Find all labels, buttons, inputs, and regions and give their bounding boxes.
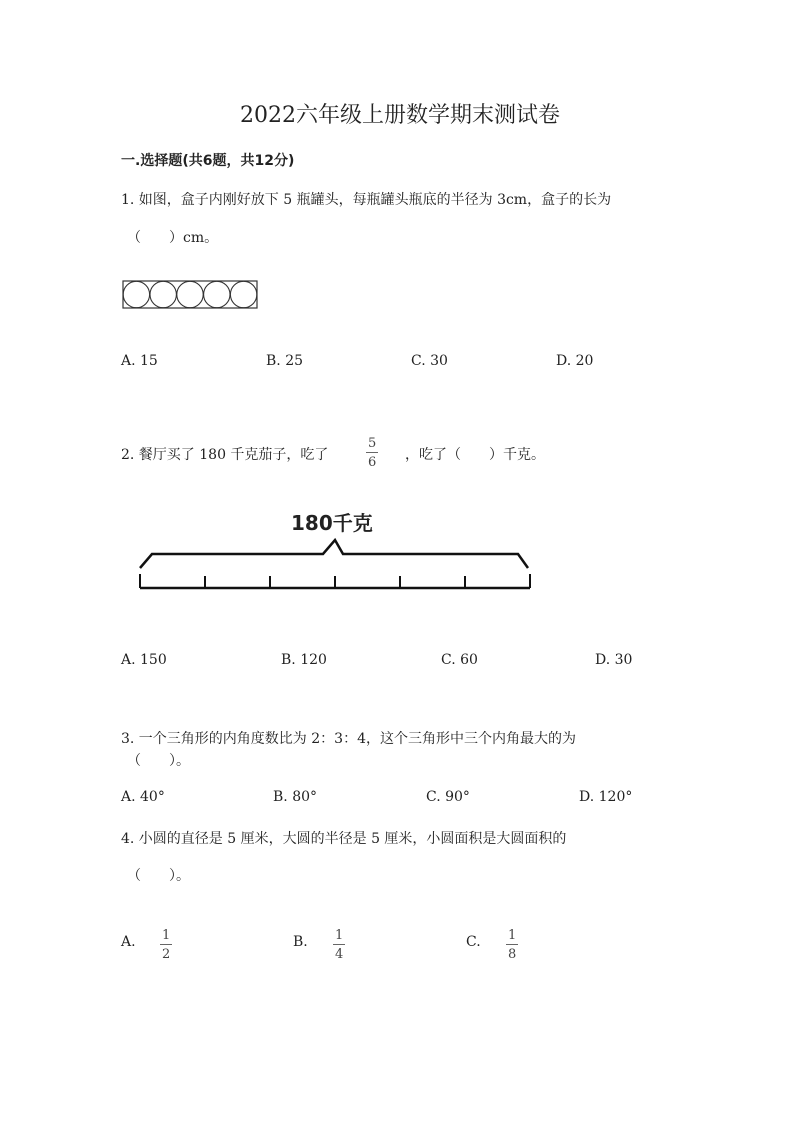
section-heading: 一.选择题(共6题，共12分) xyxy=(121,153,295,169)
q4-option-b-denominator: 4 xyxy=(335,947,344,962)
q4-option-b-fraction xyxy=(333,929,345,961)
diagram-total-label: 180千克 xyxy=(291,511,373,535)
question-3-line2: （ ）。 xyxy=(127,753,190,769)
q3-option-b: B. 80° xyxy=(273,789,318,805)
q2-option-b: B. 120 xyxy=(281,652,327,668)
can-circle xyxy=(123,281,149,307)
total-brace xyxy=(140,540,528,568)
can-circle xyxy=(204,281,230,307)
question-2-text-after: ，吃了（ ）千克。 xyxy=(405,447,545,463)
can-circle xyxy=(230,281,256,307)
q1-option-c: C. 30 xyxy=(411,353,448,369)
segment-diagram xyxy=(130,530,540,600)
q4-option-b-label: B. xyxy=(293,934,308,950)
q2-fraction-denominator: 6 xyxy=(368,455,377,470)
q1-option-a: A. 15 xyxy=(121,353,158,369)
page-title: 2022六年级上册数学期末测试卷 xyxy=(240,103,560,128)
q4-option-c-label: C. xyxy=(466,934,481,950)
q4-option-c-numerator: 1 xyxy=(508,928,517,943)
question-1-line2: （ ）cm。 xyxy=(127,230,219,246)
q3-option-d: D. 120° xyxy=(579,789,633,805)
q4-option-a-label: A. xyxy=(121,934,136,950)
can-circle xyxy=(177,281,203,307)
question-4-line2: （ ）。 xyxy=(127,868,190,884)
question-1-line1: 1. 如图，盒子内刚好放下 5 瓶罐头，每瓶罐头瓶底的半径为 3cm，盒子的长为 xyxy=(121,192,612,208)
q1-option-b: B. 25 xyxy=(266,353,304,369)
q4-option-a-fraction xyxy=(160,929,172,961)
q2-option-d: D. 30 xyxy=(595,652,633,668)
q4-option-a-numerator: 1 xyxy=(162,928,171,943)
q2-option-a: A. 150 xyxy=(121,652,167,668)
q3-option-c: C. 90° xyxy=(426,789,470,805)
q4-option-c-denominator: 8 xyxy=(508,947,517,962)
box-outline xyxy=(123,281,257,308)
question-3-line1: 3. 一个三角形的内角度数比为 2：3：4，这个三角形中三个内角最大的为 xyxy=(121,731,576,747)
q4-option-c-fraction xyxy=(506,929,518,961)
q2-option-c: C. 60 xyxy=(441,652,478,668)
cans-in-box-figure xyxy=(121,279,261,311)
q4-option-b-numerator: 1 xyxy=(335,928,344,943)
question-4-line1: 4. 小圆的直径是 5 厘米，大圆的半径是 5 厘米，小圆面积是大圆面积的 xyxy=(121,831,567,847)
q1-option-d: D. 20 xyxy=(556,353,594,369)
question-2-text-before: 2. 餐厅买了 180 千克茄子，吃了 xyxy=(121,447,329,463)
q3-option-a: A. 40° xyxy=(121,789,165,805)
q4-option-a-denominator: 2 xyxy=(162,947,171,962)
can-circle xyxy=(150,281,176,307)
q2-fraction xyxy=(366,437,378,469)
q2-fraction-numerator: 5 xyxy=(368,436,377,451)
